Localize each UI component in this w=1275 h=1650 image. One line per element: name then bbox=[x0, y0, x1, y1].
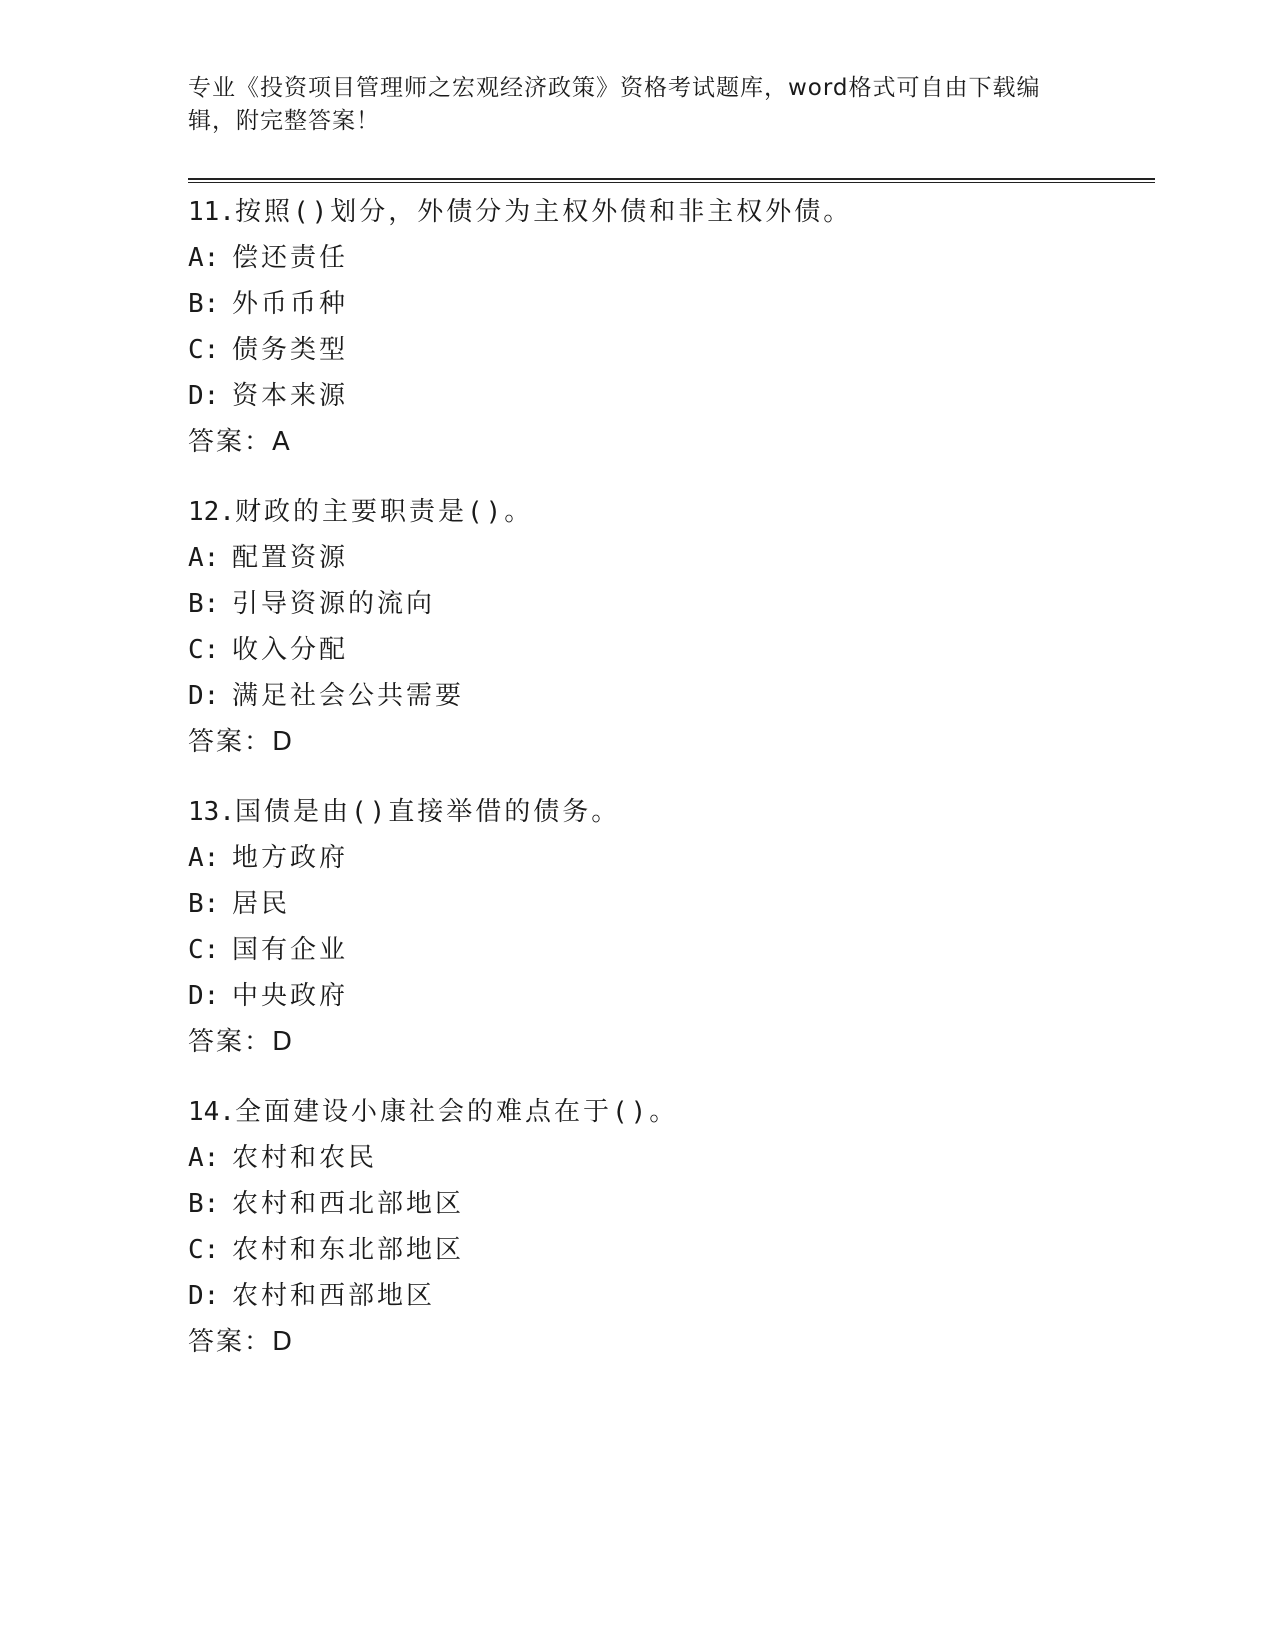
option-text: 引导资源的流向 bbox=[232, 589, 436, 619]
option-text: 中央政府 bbox=[232, 981, 349, 1011]
option-text: 满足社会公共需要 bbox=[232, 681, 465, 711]
option-c bbox=[188, 927, 1148, 973]
question-stem bbox=[188, 789, 1148, 835]
option-text: 农村和东北部地区 bbox=[232, 1235, 465, 1265]
question-12 bbox=[188, 489, 1148, 765]
option-b bbox=[188, 281, 1148, 327]
option-d bbox=[188, 373, 1148, 419]
header-line-2: 辑，附完整答案！ bbox=[188, 108, 380, 134]
option-letter: D: bbox=[188, 681, 220, 711]
option-b bbox=[188, 1181, 1148, 1227]
question-text: 全面建设小康社会的难点在于()。 bbox=[234, 1097, 679, 1127]
option-letter: B: bbox=[188, 1189, 220, 1219]
option-b bbox=[188, 581, 1148, 627]
option-letter: B: bbox=[188, 589, 220, 619]
option-a bbox=[188, 235, 1148, 281]
option-letter: C: bbox=[188, 635, 220, 665]
option-text: 居民 bbox=[232, 889, 291, 919]
option-b bbox=[188, 881, 1148, 927]
option-text: 农村和西部地区 bbox=[232, 1281, 436, 1311]
option-text: 地方政府 bbox=[232, 843, 349, 873]
option-a bbox=[188, 835, 1148, 881]
option-a bbox=[188, 535, 1148, 581]
option-a bbox=[188, 1135, 1148, 1181]
option-c bbox=[188, 1227, 1148, 1273]
answer-line: 答案：D bbox=[188, 1027, 295, 1057]
answer-line: 答案：D bbox=[188, 727, 295, 757]
question-list bbox=[188, 189, 1148, 1389]
option-d bbox=[188, 1273, 1148, 1319]
option-letter: D: bbox=[188, 981, 220, 1011]
option-text: 国有企业 bbox=[232, 935, 349, 965]
question-number: 14. bbox=[188, 1097, 235, 1127]
answer-line: 答案：D bbox=[188, 1327, 295, 1357]
option-c bbox=[188, 627, 1148, 673]
header-line-1: 专业《投资项目管理师之宏观经济政策》资格考试题库，word格式可自由下载编 bbox=[188, 75, 1041, 101]
document-header bbox=[188, 72, 1068, 138]
question-text: 国债是由()直接举借的债务。 bbox=[234, 797, 621, 827]
question-stem bbox=[188, 489, 1148, 535]
option-letter: A: bbox=[188, 543, 220, 573]
question-stem bbox=[188, 1089, 1148, 1135]
option-text: 农村和农民 bbox=[232, 1143, 378, 1173]
option-letter: C: bbox=[188, 935, 220, 965]
option-text: 配置资源 bbox=[232, 543, 349, 573]
option-letter: C: bbox=[188, 335, 220, 365]
question-11 bbox=[188, 189, 1148, 465]
option-d bbox=[188, 973, 1148, 1019]
question-number: 12. bbox=[188, 497, 235, 527]
option-letter: B: bbox=[188, 289, 220, 319]
option-text: 资本来源 bbox=[232, 381, 349, 411]
option-letter: A: bbox=[188, 243, 220, 273]
question-13 bbox=[188, 789, 1148, 1065]
option-letter: B: bbox=[188, 889, 220, 919]
header-divider bbox=[188, 178, 1155, 183]
option-c bbox=[188, 327, 1148, 373]
question-text: 按照()划分，外债分为主权外债和非主权外债。 bbox=[234, 197, 853, 227]
question-number: 13. bbox=[188, 797, 235, 827]
question-text: 财政的主要职责是()。 bbox=[234, 497, 534, 527]
option-letter: D: bbox=[188, 1281, 220, 1311]
question-stem bbox=[188, 189, 1148, 235]
option-text: 债务类型 bbox=[232, 335, 349, 365]
question-14 bbox=[188, 1089, 1148, 1365]
option-letter: A: bbox=[188, 1143, 220, 1173]
option-text: 外币币种 bbox=[232, 289, 349, 319]
option-text: 农村和西北部地区 bbox=[232, 1189, 465, 1219]
option-text: 收入分配 bbox=[232, 635, 349, 665]
option-letter: D: bbox=[188, 381, 220, 411]
answer-line: 答案：A bbox=[188, 427, 292, 457]
option-text: 偿还责任 bbox=[232, 243, 349, 273]
option-letter: A: bbox=[188, 843, 220, 873]
option-d bbox=[188, 673, 1148, 719]
option-letter: C: bbox=[188, 1235, 220, 1265]
question-number: 11. bbox=[188, 197, 235, 227]
